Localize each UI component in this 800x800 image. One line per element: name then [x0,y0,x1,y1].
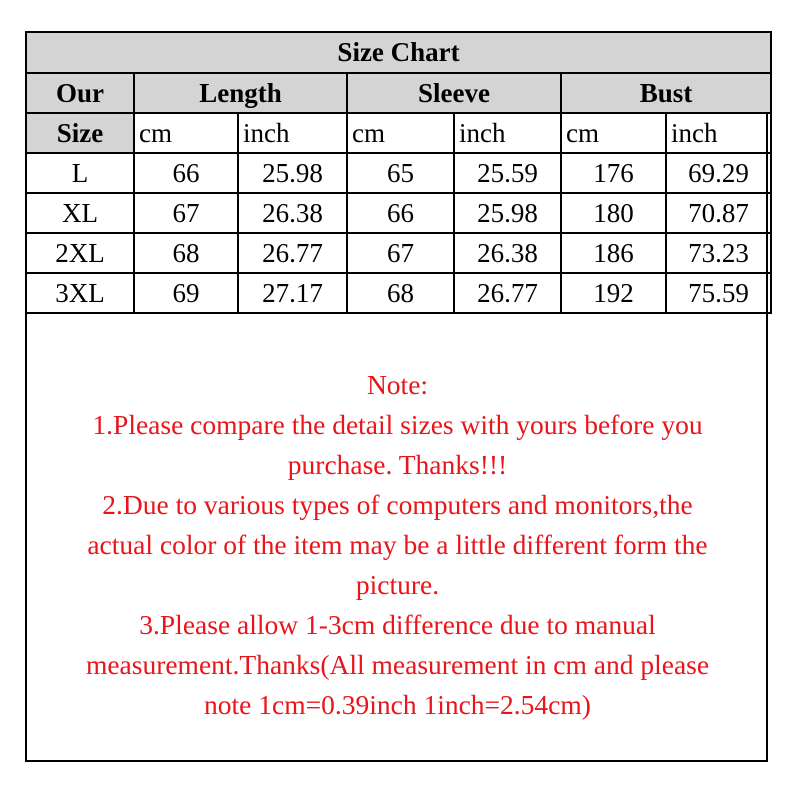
table-cell: 68 [134,233,238,273]
table-cell: 27.17 [238,273,347,313]
table-cell: 69 [134,273,238,313]
unit-header-row [26,113,771,153]
table-row [26,193,771,233]
title-row [26,32,771,73]
note-line: measurement.Thanks(All measurement in cm and please [85,649,710,680]
table-cell: 26.77 [238,233,347,273]
note-line: 3.Please allow 1-3cm difference due to manual [139,609,656,640]
size-header-top: Our [26,73,134,113]
note-heading: Note: [366,369,429,400]
table-cell: 67 [347,233,454,273]
size-label: L [26,153,134,193]
table-cell: 180 [561,193,666,233]
table-cell: 26.77 [454,273,561,313]
size-chart-table [25,31,772,314]
table-cell: 66 [347,193,454,233]
table-row [26,153,771,193]
group-header-bust: Bust [561,73,771,113]
table-row [26,273,771,313]
table-cell: 70.87 [666,193,771,233]
note-line: 2.Due to various types of computers and monitors,the [102,489,693,520]
note-line: note 1cm=0.39inch 1inch=2.54cm) [204,689,591,720]
table-cell: 186 [561,233,666,273]
table-cell: 26.38 [454,233,561,273]
note-line: purchase. Thanks!!! [287,449,508,480]
size-label: 3XL [26,273,134,313]
note-block [27,365,768,725]
table-cell: 25.98 [454,193,561,233]
unit-cell: inch [666,113,771,153]
unit-cell: cm [134,113,238,153]
table-cell: 176 [561,153,666,193]
table-cell: 192 [561,273,666,313]
table-cell: 25.59 [454,153,561,193]
table-cell: 73.23 [666,233,771,273]
group-header-sleeve: Sleeve [347,73,561,113]
note-line: actual color of the item may be a little different form the [87,529,708,560]
table-cell: 26.38 [238,193,347,233]
table-title: Size Chart [26,32,771,73]
unit-cell: cm [561,113,666,153]
unit-cell: inch [454,113,561,153]
table-cell: 65 [347,153,454,193]
table-cell: 75.59 [666,273,771,313]
table-row [26,233,771,273]
unit-cell: inch [238,113,347,153]
group-header-length: Length [134,73,347,113]
note-line: picture. [355,569,440,600]
table-cell: 68 [347,273,454,313]
table-cell: 25.98 [238,153,347,193]
unit-cell: cm [347,113,454,153]
size-label: 2XL [26,233,134,273]
size-label: XL [26,193,134,233]
table-cell: 69.29 [666,153,771,193]
size-header-bottom: Size [26,113,134,153]
group-header-row [26,73,771,113]
table-cell: 67 [134,193,238,233]
note-line: 1.Please compare the detail sizes with yours before you [92,409,703,440]
table-cell: 66 [134,153,238,193]
